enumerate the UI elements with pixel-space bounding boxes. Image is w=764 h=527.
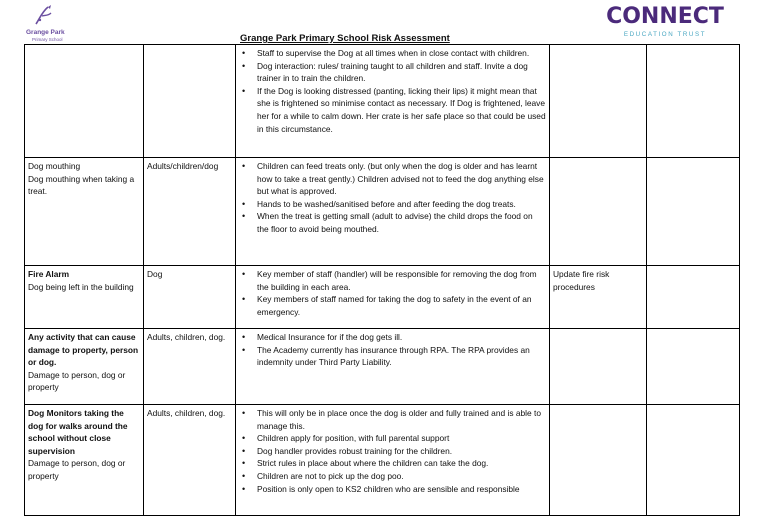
further-action-cell <box>550 405 647 516</box>
empty-cell <box>647 405 740 516</box>
list-item: • Strict rules in place about where the children can take the dog. <box>239 457 546 470</box>
table-row <box>25 405 740 516</box>
list-item: • This will only be in place once the dog is older and fully trained and is able to manage this. <box>239 407 546 432</box>
list-item: • The Academy currently has insurance through RPA. The RPA provides an indemnity under Third Party Liability. <box>239 344 546 369</box>
hazard-cell <box>25 158 144 266</box>
further-action-cell: Update fire risk procedures <box>550 266 647 329</box>
control-measures-cell <box>236 158 550 266</box>
further-action-cell <box>550 329 647 405</box>
who-at-risk-cell: Adults, children, dog. <box>144 329 236 405</box>
table-row <box>25 158 740 266</box>
list-item: • Hands to be washed/sanitised before and after feeding the dog treats. <box>239 198 546 211</box>
hazard-title: Dog Monitors taking the dog for walks around the school without close supervision <box>28 408 128 456</box>
hazard-text: Dog mouthing <box>28 161 81 171</box>
page-header <box>0 0 764 46</box>
control-measures-cell <box>236 405 550 516</box>
school-logo <box>26 4 86 44</box>
trust-name: CONNECT <box>606 4 724 29</box>
who-at-risk-cell: Dog <box>144 266 236 329</box>
hazard-cell <box>25 266 144 329</box>
empty-cell <box>647 45 740 158</box>
hazard-title: Any activity that can cause damage to property, person or dog. <box>28 332 139 368</box>
control-measures-list <box>239 160 546 236</box>
risk-assessment-table <box>24 44 740 516</box>
list-item: • Dog handler provides robust training for the children. <box>239 445 546 458</box>
list-item: • If the Dog is looking distressed (panting, licking their lips) it might mean that she is frightened so minimise contact as necessary. If Dog is frightened, leave her for a while to calm down. Her crate is her safe place so that could be used in this circumstance. <box>239 85 546 135</box>
control-measures-list <box>239 331 546 369</box>
hazard-title: Fire Alarm <box>28 269 70 279</box>
table-row <box>25 45 740 158</box>
table-row <box>25 329 740 405</box>
list-item: • Staff to supervise the Dog at all times when in close contact with children. <box>239 47 546 60</box>
trust-subtitle: EDUCATION TRUST <box>623 31 707 38</box>
school-name: Grange Park <box>26 29 65 36</box>
empty-cell <box>647 329 740 405</box>
list-item: • Children are not to pick up the dog poo. <box>239 470 546 483</box>
control-measures-list <box>239 268 546 318</box>
hazard-cell <box>25 329 144 405</box>
list-item: • Medical Insurance for if the dog gets ill. <box>239 331 546 344</box>
control-measures-cell <box>236 329 550 405</box>
hazard-cell <box>25 405 144 516</box>
who-at-risk-cell: Adults/children/dog <box>144 158 236 266</box>
hazard-text: Damage to person, dog or property <box>28 458 126 481</box>
control-measures-cell <box>236 266 550 329</box>
further-action-cell <box>550 158 647 266</box>
table-row <box>25 266 740 329</box>
hazard-text: Dog being left in the building <box>28 281 134 292</box>
control-measures-list <box>239 407 546 495</box>
list-item: • Key member of staff (handler) will be responsible for removing the dog from the building in each area. <box>239 268 546 293</box>
trust-logo <box>606 6 724 38</box>
who-at-risk-cell <box>144 45 236 158</box>
hazard-text: Damage to person, dog or property <box>28 369 126 393</box>
further-action-cell <box>550 45 647 158</box>
list-item: • Dog interaction: rules/ training taught to all children and staff. Invite a dog trainer in to train the children. <box>239 60 546 85</box>
hazard-cell <box>25 45 144 158</box>
list-item: • Key members of staff named for taking the dog to safety in the event of an emergency. <box>239 293 546 318</box>
control-measures-cell <box>236 45 550 158</box>
list-item: • Children apply for position, with full parental support <box>239 432 546 445</box>
hazard-text: Dog mouthing when taking a treat. <box>28 173 135 197</box>
empty-cell <box>647 158 740 266</box>
empty-cell <box>647 266 740 329</box>
who-at-risk-cell: Adults, children, dog. <box>144 405 236 516</box>
page-title: Grange Park Primary School Risk Assessment <box>240 33 450 44</box>
school-subtitle: Primary School <box>32 37 63 42</box>
list-item: • When the treat is getting small (adult to advise) the child drops the food on the floor to avoid being mouthed. <box>239 210 546 235</box>
list-item: • Position is only open to KS2 children who are sensible and responsible <box>239 483 546 496</box>
list-item: • Children can feed treats only. (but only when the dog is older and has learnt how to take a treat gently.) Children advised not to feed the dog anything else but what is approved. <box>239 160 546 198</box>
school-emblem-icon <box>32 4 54 28</box>
control-measures-list <box>239 47 546 135</box>
